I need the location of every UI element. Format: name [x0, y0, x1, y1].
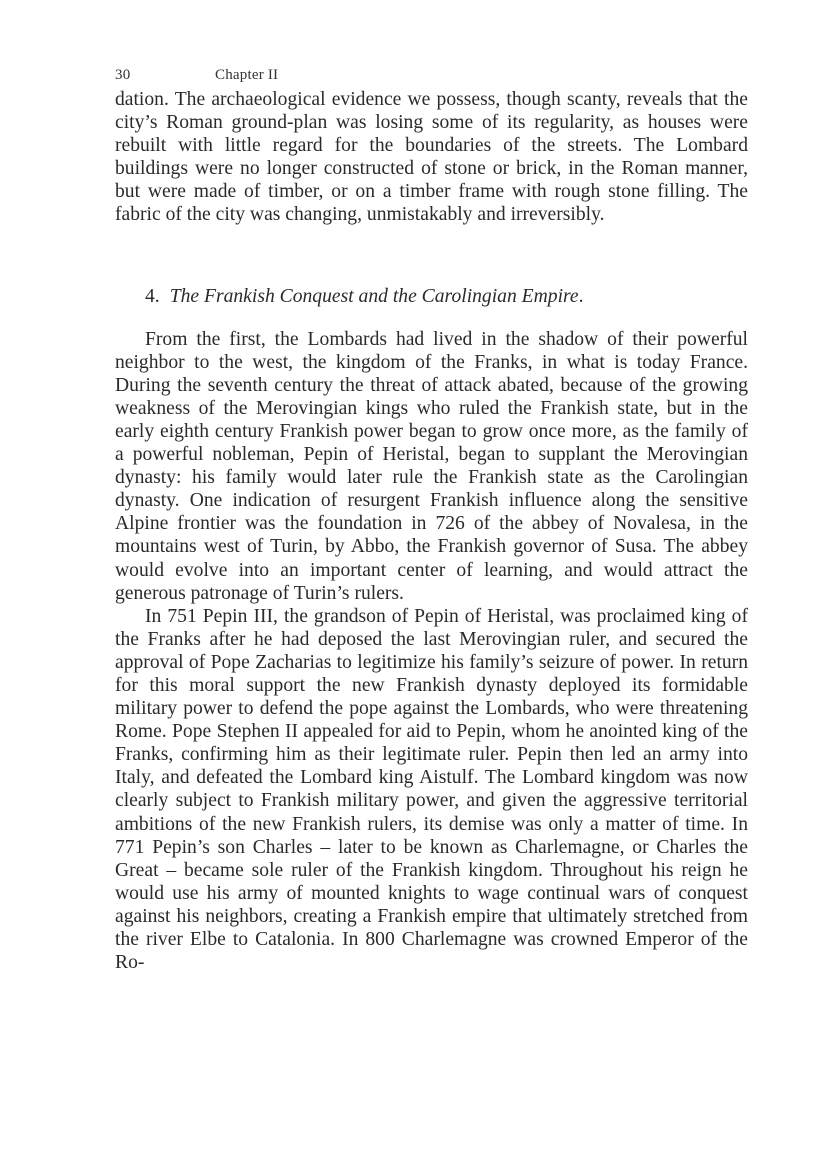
section-heading: [145, 285, 748, 308]
chapter-label: Chapter II: [215, 67, 279, 83]
section-title: The Frankish Conquest and the Carolingian Empire: [169, 285, 579, 307]
page-number: 30: [115, 67, 131, 83]
section-number: 4.: [145, 285, 160, 307]
paragraph-pepin-and-charlemagne: In 751 Pepin III, the grandson of Pepin of Heristal, was proclaimed king of the Franks after he had deposed the last Merovingian ruler, and secured the approval of Pope Zacharias to legitimize his family’s seizure of power. In return for this moral support the new Frankish dynasty deployed its formidable military power to defend the pope against the Lombards, who were threatening Rome. Pope Stephen II appealed for aid to Pepin, whom he anointed king of the Franks, confirming him as their legitimate ruler. Pepin then led an army into Italy, and defeated the Lombard king Aistulf. The Lombard kingdom was now clearly subject to Frankish military power, and given the aggressive territorial ambitions of the new Frankish rulers, its demise was only a matter of time. In 771 Pepin’s son Charles – later to be known as Charlemagne, or Charles the Great – became sole ruler of the Frankish kingdom. Throughout his reign he would use his army of mounted knights to wage continual wars of conquest against his neighbors, creating a Frankish empire that ultimately stretched from the river Elbe to Catalonia. In 800 Charlemagne was crowned Emperor of the Ro-: [115, 605, 748, 974]
book-page: [115, 62, 748, 974]
running-head: [115, 62, 748, 88]
paragraph-continuation: dation. The archaeological evidence we possess, though scanty, reveals that the city’s Roman ground-plan was losing some of its regularity, as houses were rebuilt with little regard for the boundaries of the streets. The Lombard buildings were no longer constructed of stone or brick, in the Roman manner, but were made of timber, or on a timber frame with rough stone filling. The fabric of the city was changing, unmistakably and irreversibly.: [115, 89, 748, 226]
paragraph-lombards-and-franks: From the first, the Lombards had lived in the shadow of their powerful neighbor to the west, the kingdom of the Franks, in what is today France. During the seventh century the threat of attack abated, because of the growing weakness of the Merovingian kings who ruled the Frankish state, but in the early eighth century Frankish power began to grow once more, as the family of a powerful nobleman, Pepin of Heristal, began to supplant the Merovingian dynasty: his family would later rule the Frankish state as the Carolingian dynasty. One indication of resurgent Frankish influence along the sensitive Alpine frontier was the foundation in 726 of the abbey of Novalesa, in the mountains west of Turin, by Abbo, the Frankish governor of Susa. The abbey would evolve into an important center of learning, and would attract the generous patronage of Turin’s rulers.: [115, 328, 748, 604]
section-title-period: .: [578, 285, 584, 307]
